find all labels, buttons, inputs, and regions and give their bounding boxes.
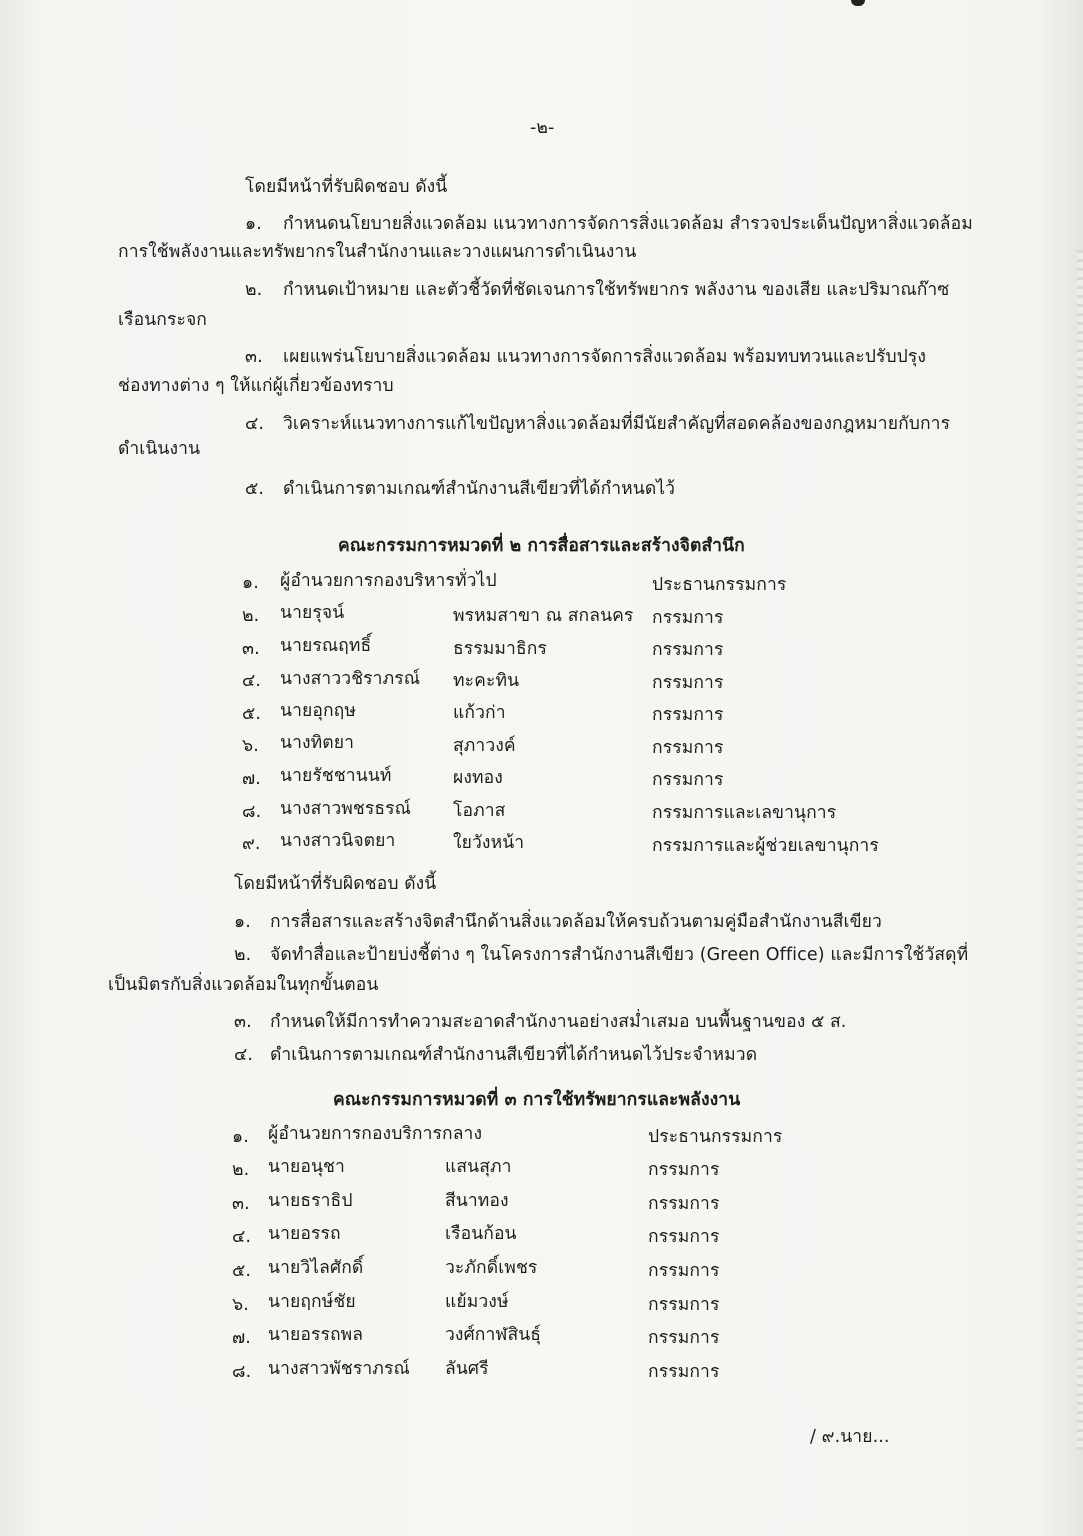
member-role: กรรมการ: [648, 1227, 720, 1247]
duty-text: เผยแพร่นโยบายสิ่งแวดล้อม แนวทางการจัดการสิ่งแวดล้อม พร้อมทบทวนและปรับปรุง: [283, 347, 927, 367]
member-surname: เรือนก้อน: [445, 1224, 517, 1244]
member-role: ประธานกรรมการ: [652, 575, 787, 595]
member-role: กรรมการ: [652, 705, 724, 725]
duty-number: ๓.: [245, 347, 263, 367]
committee-title: คณะกรรมการหมวดที่ ๒ การสื่อสารและสร้างจิตสำนึก: [338, 536, 745, 556]
member-name: นายอรรถพล: [268, 1325, 364, 1345]
duty-number: ๓.: [234, 1012, 252, 1032]
member-surname: สีนาทอง: [445, 1191, 509, 1211]
member-surname: ธรรมมาธิกร: [453, 639, 547, 659]
page-number: -๒-: [530, 118, 555, 138]
member-role: กรรมการและเลขานุการ: [652, 803, 837, 823]
member-surname: สุภาวงค์: [453, 736, 516, 756]
member-name: นางสาวพชรธรณ์: [280, 799, 411, 819]
continuation-note: / ๙.นาย...: [810, 1427, 890, 1447]
member-surname: ลันศรี: [445, 1359, 489, 1379]
member-role: กรรมการ: [648, 1295, 720, 1315]
member-role: กรรมการ: [648, 1194, 720, 1214]
member-surname: แสนสุภา: [445, 1157, 512, 1177]
member-role: กรรมการ: [652, 608, 724, 628]
member-name: นางสาวนิจตยา: [280, 831, 396, 851]
member-number: ๒.: [232, 1160, 250, 1180]
scan-mark: [851, 0, 865, 6]
member-role: กรรมการ: [648, 1362, 720, 1382]
member-number: ๗.: [242, 769, 261, 789]
member-surname: วงศ์กาฬสินธุ์: [445, 1325, 542, 1345]
member-number: ๘.: [242, 802, 262, 822]
duty-number: ๕.: [245, 479, 265, 499]
member-name: นายรณฤทธิ์: [280, 636, 372, 656]
duty-text: ดำเนินการตามเกณฑ์สำนักงานสีเขียวที่ได้กำหนดไว้ประจำหมวด: [270, 1045, 758, 1065]
duty-text-continued: ดำเนินงาน: [118, 439, 201, 459]
committee-title: คณะกรรมการหมวดที่ ๓ การใช้ทรัพยากรและพลังงาน: [333, 1090, 741, 1110]
member-role: ประธานกรรมการ: [648, 1127, 783, 1147]
member-surname: แก้วก่า: [453, 703, 506, 723]
member-number: ๑.: [232, 1127, 249, 1147]
member-role: กรรมการและผู้ช่วยเลขานุการ: [652, 836, 879, 856]
member-number: ๔.: [232, 1227, 252, 1247]
member-name: นางสาวพัชราภรณ์: [268, 1359, 410, 1379]
member-name: นายรัชชานนท์: [280, 766, 392, 786]
member-name: นายอนุชา: [268, 1157, 345, 1177]
member-number: ๙.: [242, 834, 261, 854]
duties-heading: โดยมีหน้าที่รับผิดชอบ ดังนี้: [245, 177, 448, 197]
duty-number: ๔.: [245, 414, 265, 434]
member-number: ๑.: [242, 573, 259, 593]
member-name: นายวิไลศักดิ์: [268, 1258, 364, 1278]
member-name: นางสาววชิราภรณ์: [280, 669, 421, 689]
member-number: ๗.: [232, 1328, 251, 1348]
member-number: ๔.: [242, 671, 262, 691]
member-role: กรรมการ: [648, 1328, 720, 1348]
member-number: ๓.: [242, 639, 260, 659]
member-role: กรรมการ: [652, 673, 724, 693]
member-name: นายรุจน์: [280, 603, 345, 623]
member-name: นางทิตยา: [280, 733, 355, 753]
member-role: กรรมการ: [652, 770, 724, 790]
member-surname: วะภักดิ์เพชร: [445, 1258, 538, 1278]
member-surname: ใยวังหน้า: [453, 833, 525, 853]
duty-text: จัดทำสื่อและป้ายบ่งชี้ต่าง ๆ ในโครงการสำนักงานสีเขียว (Green Office) และมีการใช้วัสดุที่: [270, 945, 969, 965]
duty-text: การสื่อสารและสร้างจิตสำนึกด้านสิ่งแวดล้อมให้ครบถ้วนตามคู่มือสำนักงานสีเขียว: [270, 912, 882, 932]
member-surname: พรหมสาขา ณ สกลนคร: [453, 606, 634, 626]
duty-number: ๒.: [234, 945, 252, 965]
member-name: นายฤกษ์ชัย: [268, 1292, 356, 1312]
member-name: นายอรรถ: [268, 1224, 341, 1244]
duty-text: กำหนดเป้าหมาย และตัวชี้วัดที่ชัดเจนการใช้ทรัพยากร พลังงาน ของเสีย และปริมาณก๊าซ: [283, 280, 950, 300]
member-name: นายธราธิป: [268, 1191, 353, 1211]
duty-text: กำหนดนโยบายสิ่งแวดล้อม แนวทางการจัดการสิ่งแวดล้อม สำรวจประเด็นปัญหาสิ่งแวดล้อม: [283, 214, 973, 234]
duty-number: ๑.: [234, 912, 251, 932]
duty-text-continued: การใช้พลังงานและทรัพยากรในสำนักงานและวางแผนการดำเนินงาน: [118, 242, 637, 262]
member-number: ๓.: [232, 1194, 250, 1214]
duty-text-continued: ช่องทางต่าง ๆ ให้แก่ผู้เกี่ยวข้องทราบ: [118, 376, 394, 396]
member-number: ๖.: [232, 1295, 249, 1315]
duty-number: ๒.: [245, 280, 263, 300]
member-surname: ทะคะทิน: [453, 671, 520, 691]
duty-text-continued: เป็นมิตรกับสิ่งแวดล้อมในทุกขั้นตอน: [108, 975, 379, 995]
duty-text-continued: เรือนกระจก: [118, 310, 207, 330]
member-name: ผู้อำนวยการกองบริหารทั่วไป: [280, 571, 497, 591]
member-number: ๘.: [232, 1362, 252, 1382]
member-name: ผู้อำนวยการกองบริการกลาง: [268, 1124, 483, 1144]
duty-text: กำหนดให้มีการทำความสะอาดสำนักงานอย่างสม่ำเสมอ บนพื้นฐานของ ๕ ส.: [270, 1012, 847, 1032]
member-surname: โอภาส: [453, 801, 506, 821]
duty-text: ดำเนินการตามเกณฑ์สำนักงานสีเขียวที่ได้กำหนดไว้: [283, 479, 676, 499]
member-surname: ผงทอง: [453, 768, 503, 788]
member-number: ๕.: [242, 704, 262, 724]
member-number: ๒.: [242, 606, 260, 626]
member-surname: แย้มวงษ์: [445, 1292, 509, 1312]
member-role: กรรมการ: [652, 738, 724, 758]
duties-heading: โดยมีหน้าที่รับผิดชอบ ดังนี้: [234, 874, 437, 894]
duty-number: ๑.: [245, 214, 262, 234]
member-number: ๖.: [242, 736, 259, 756]
member-role: กรรมการ: [648, 1261, 720, 1281]
duty-text: วิเคราะห์แนวทางการแก้ไขปัญหาสิ่งแวดล้อมที่มีนัยสำคัญที่สอดคล้องของกฎหมายกับการ: [283, 414, 951, 434]
scan-edge: [1077, 250, 1083, 1450]
member-role: กรรมการ: [652, 640, 724, 660]
duty-number: ๔.: [234, 1045, 254, 1065]
member-number: ๕.: [232, 1261, 252, 1281]
member-role: กรรมการ: [648, 1160, 720, 1180]
member-name: นายอุกฤษ: [280, 701, 356, 721]
